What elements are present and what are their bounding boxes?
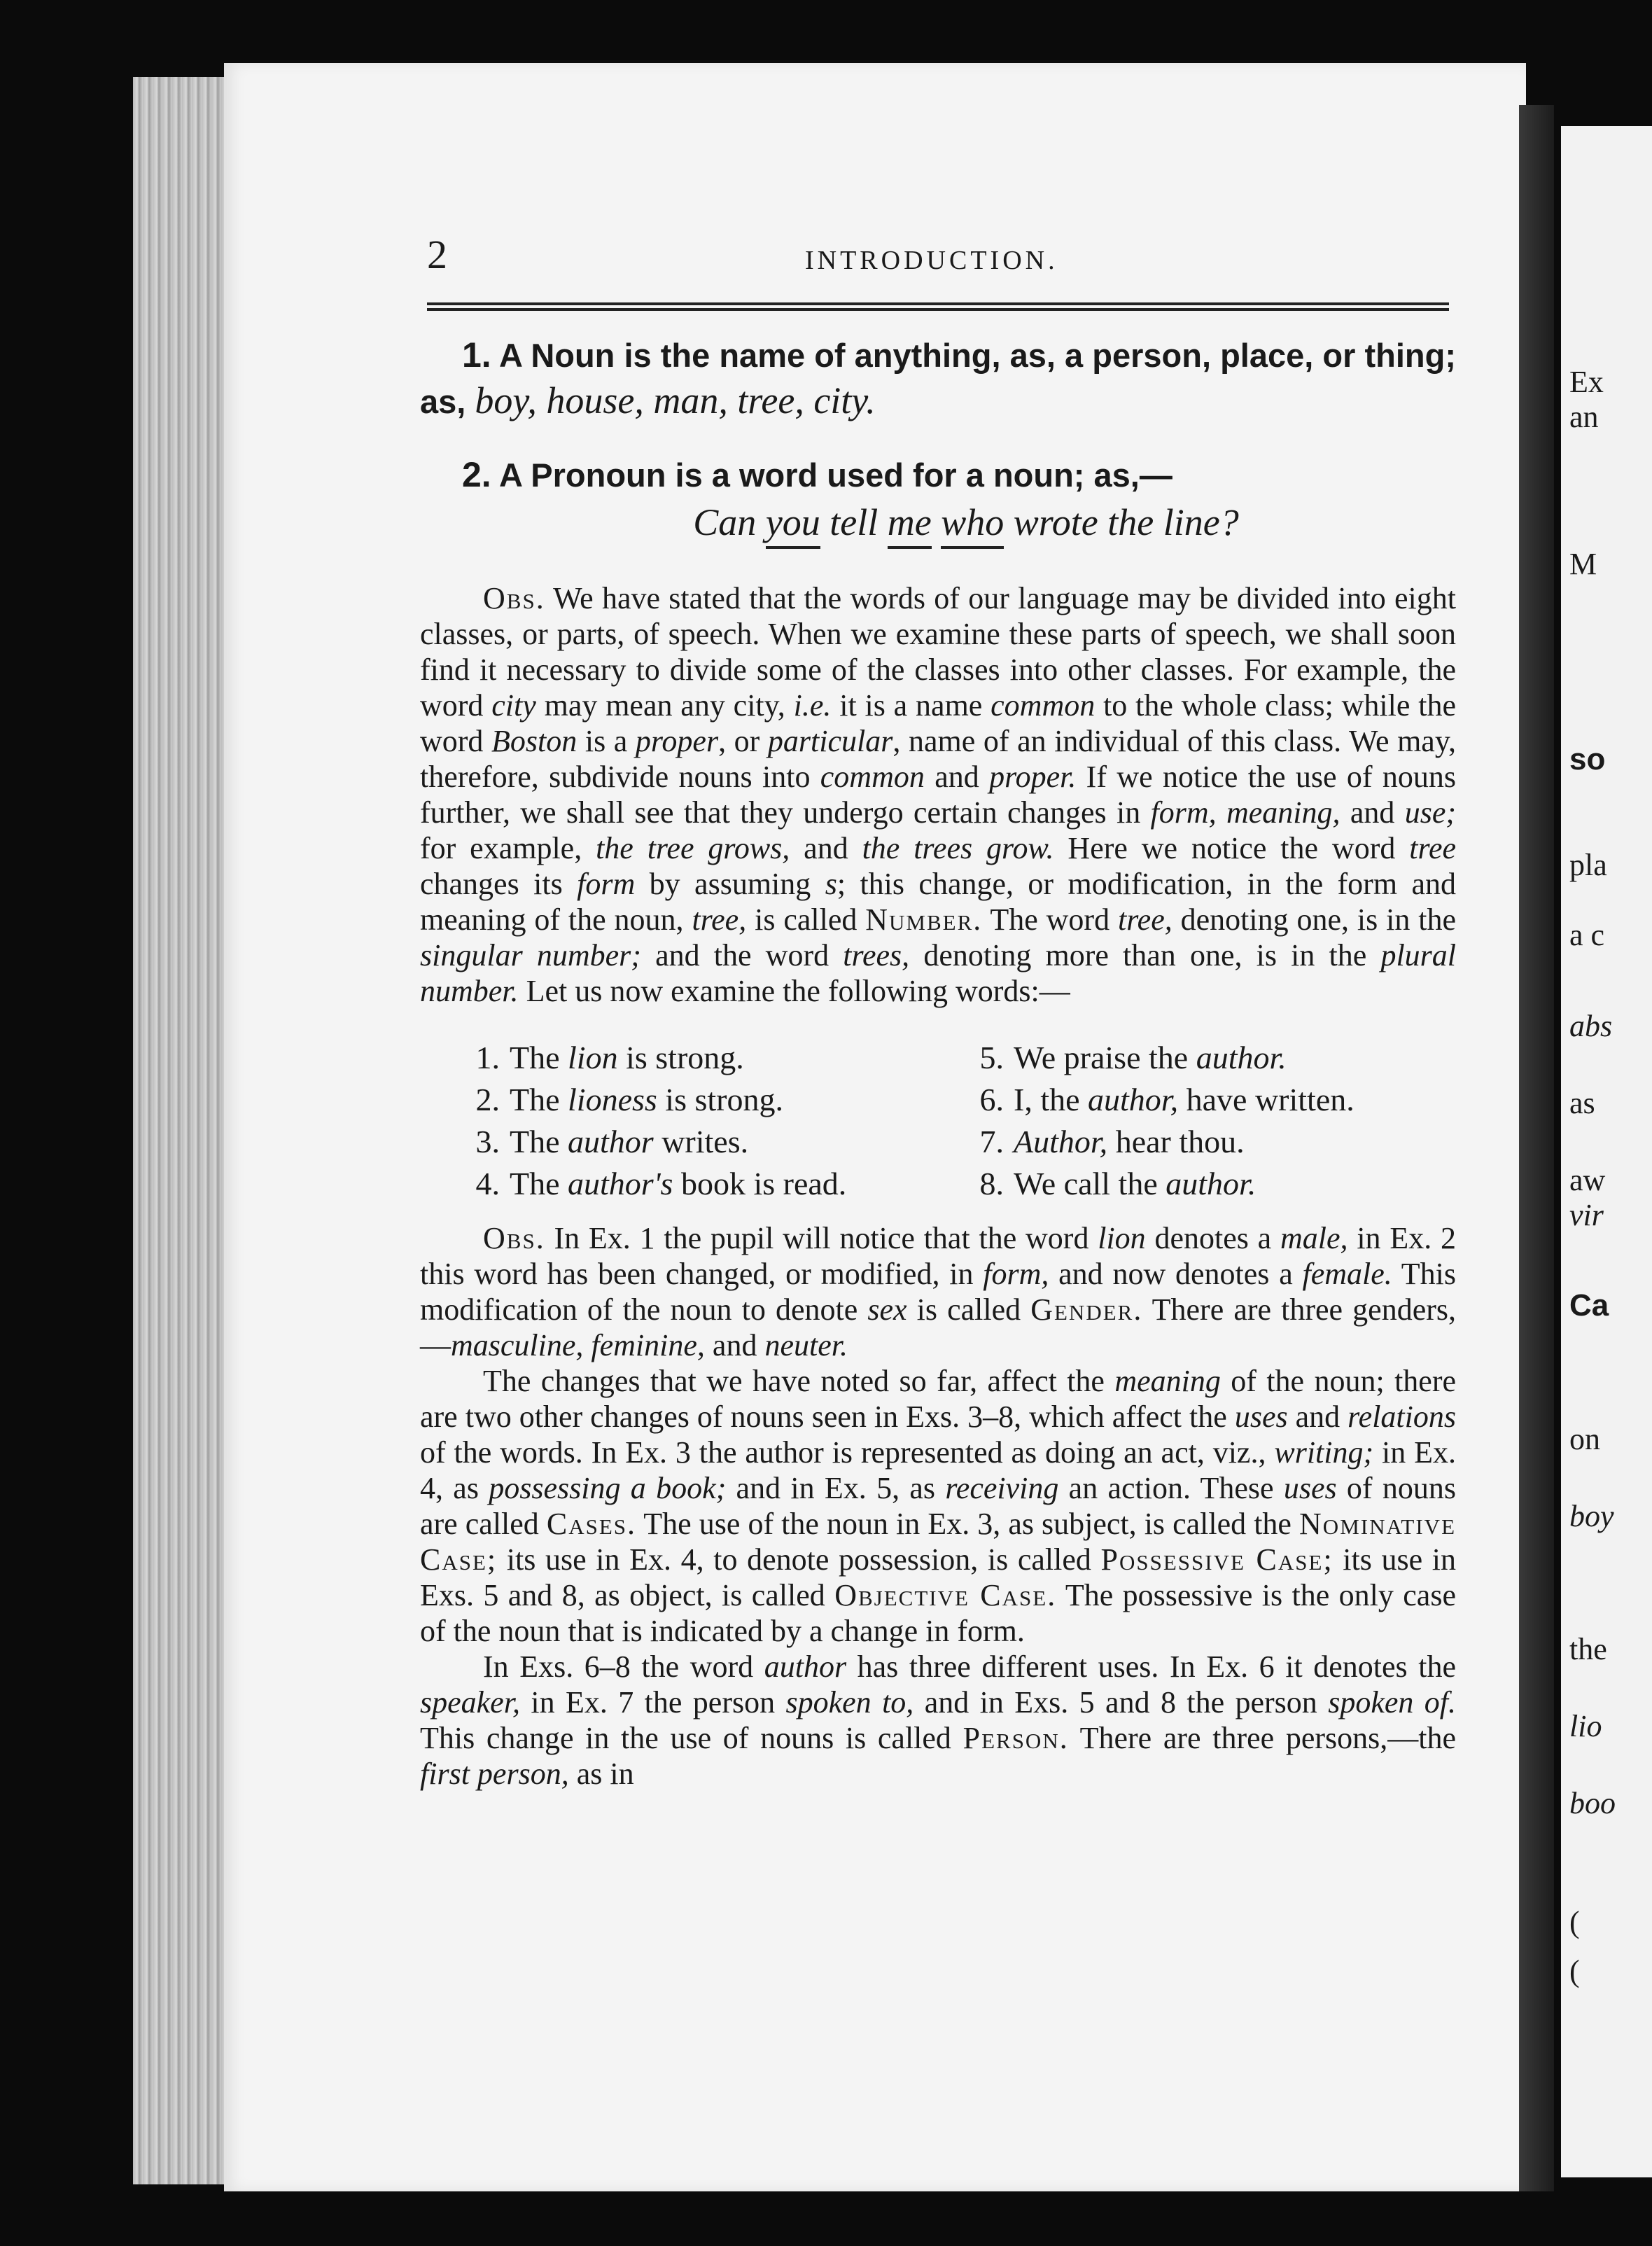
facing-page: [1561, 126, 1652, 2177]
facing-page-fragment: boo: [1569, 1786, 1616, 1820]
page-content: [420, 333, 1456, 1792]
facing-page-fragment: on: [1569, 1422, 1600, 1456]
facing-page-fragment: vir: [1569, 1198, 1604, 1232]
example-sentence: 6. I, the author, have written.: [979, 1082, 1354, 1117]
facing-page-fragment: boy: [1569, 1499, 1614, 1533]
facing-page-fragment: pla: [1569, 848, 1607, 882]
example-sentence: 8. We call the author.: [979, 1166, 1256, 1201]
example-sentences: [462, 1037, 1456, 1205]
definition-noun: 1. A Noun is the name of anything, as, a person, place, or thing; as, boy, house, man, tree, city.: [420, 335, 1456, 421]
example-sentence: 3. The author writes.: [475, 1124, 749, 1159]
facing-page-fragment: the: [1569, 1632, 1607, 1666]
spine-shadow: [1519, 105, 1554, 2191]
example-sentence: 5. We praise the author.: [979, 1040, 1287, 1075]
definition-pronoun: 2. A Pronoun is a word used for a noun; as,—: [462, 455, 1172, 494]
facing-page-fragment: (: [1569, 1954, 1580, 1988]
facing-page-fragment: Ca: [1569, 1288, 1609, 1323]
example-sentence: 4. The author's book is read.: [475, 1166, 847, 1201]
pronoun-example: Can you tell me who wrote the line?: [504, 498, 1456, 547]
page-number: 2: [427, 232, 447, 277]
facing-page-fragment: (: [1569, 1905, 1580, 1939]
header-rule: [427, 302, 1449, 309]
facing-page-fragment: abs: [1569, 1009, 1613, 1043]
page-header: [427, 231, 1449, 294]
facing-page-fragment: a c: [1569, 918, 1605, 952]
example-sentence: 2. The lioness is strong.: [475, 1082, 783, 1117]
facing-page-fragment: so: [1569, 742, 1606, 776]
facing-page-fragment: aw: [1569, 1163, 1606, 1197]
facing-page-fragment: as: [1569, 1086, 1595, 1120]
observation-number: Obs. We have stated that the words of our language may be divided into eight classes, or parts, of speech. When we examine these parts of speech, we shall soon find it necessary to divide some of the classes into other classes. For example, the word city may mean any city, i.e. it is a name common to the whole class; while the word Boston is a proper, or particular, name of an individual of this class. We may, therefore, subdivide nouns into common and proper. If we notice the use of nouns further, we shall see that they undergo certain changes in form, meaning, and use; for example, the tree grows, and the trees grow. Here we notice the word tree changes its form by assuming s; this change, or modification, in the form and meaning of the noun, tree, is called Number. The word tree, denoting one, is in the singular number; and the word trees, denoting more than one, is in the plural number. Let us now examine the following words:—: [420, 581, 1457, 1008]
observation-gender: Obs. In Ex. 1 the pupil will notice that the word lion denotes a male, in Ex. 2 this word has been changed, or modified, in form, and now denotes a female. This modification of the noun to denote sex is called Gender. There are three genders,—masculine, feminine, and neuter.: [420, 1221, 1457, 1362]
running-head: INTRODUCTION.: [805, 246, 1058, 275]
paragraph-person: In Exs. 6–8 the word author has three different uses. In Ex. 6 it denotes the speaker, in Ex. 7 the person spoken to, and in Exs. 5 and 8 the person spoken of. This change in the use of nouns is called Person. There are three persons,—the first person, as in: [420, 1649, 1457, 1791]
facing-page-fragment: an: [1569, 400, 1599, 434]
example-sentence: 7. Author, hear thou.: [979, 1124, 1245, 1159]
facing-page-fragment: lio: [1569, 1709, 1602, 1743]
facing-page-fragment: Ex: [1569, 365, 1604, 399]
page-edges: [133, 77, 238, 2184]
example-sentence: 1. The lion is strong.: [475, 1040, 744, 1075]
facing-page-fragment: M: [1569, 547, 1597, 581]
paragraph-cases: The changes that we have noted so far, affect the meaning of the noun; there are two other changes of nouns seen in Exs. 3–8, which affect the uses and relations of the words. In Ex. 3 the author is represented as doing an act, viz., writing; in Ex. 4, as possessing a book; and in Ex. 5, as receiving an action. These uses of nouns are called Cases. The use of the noun in Ex. 3, as subject, is called the Nominative Case; its use in Ex. 4, to denote possession, is called Possessive Case; its use in Exs. 5 and 8, as object, is called Objective Case. The possessive is the only case of the noun that is indicated by a change in form.: [420, 1364, 1457, 1648]
